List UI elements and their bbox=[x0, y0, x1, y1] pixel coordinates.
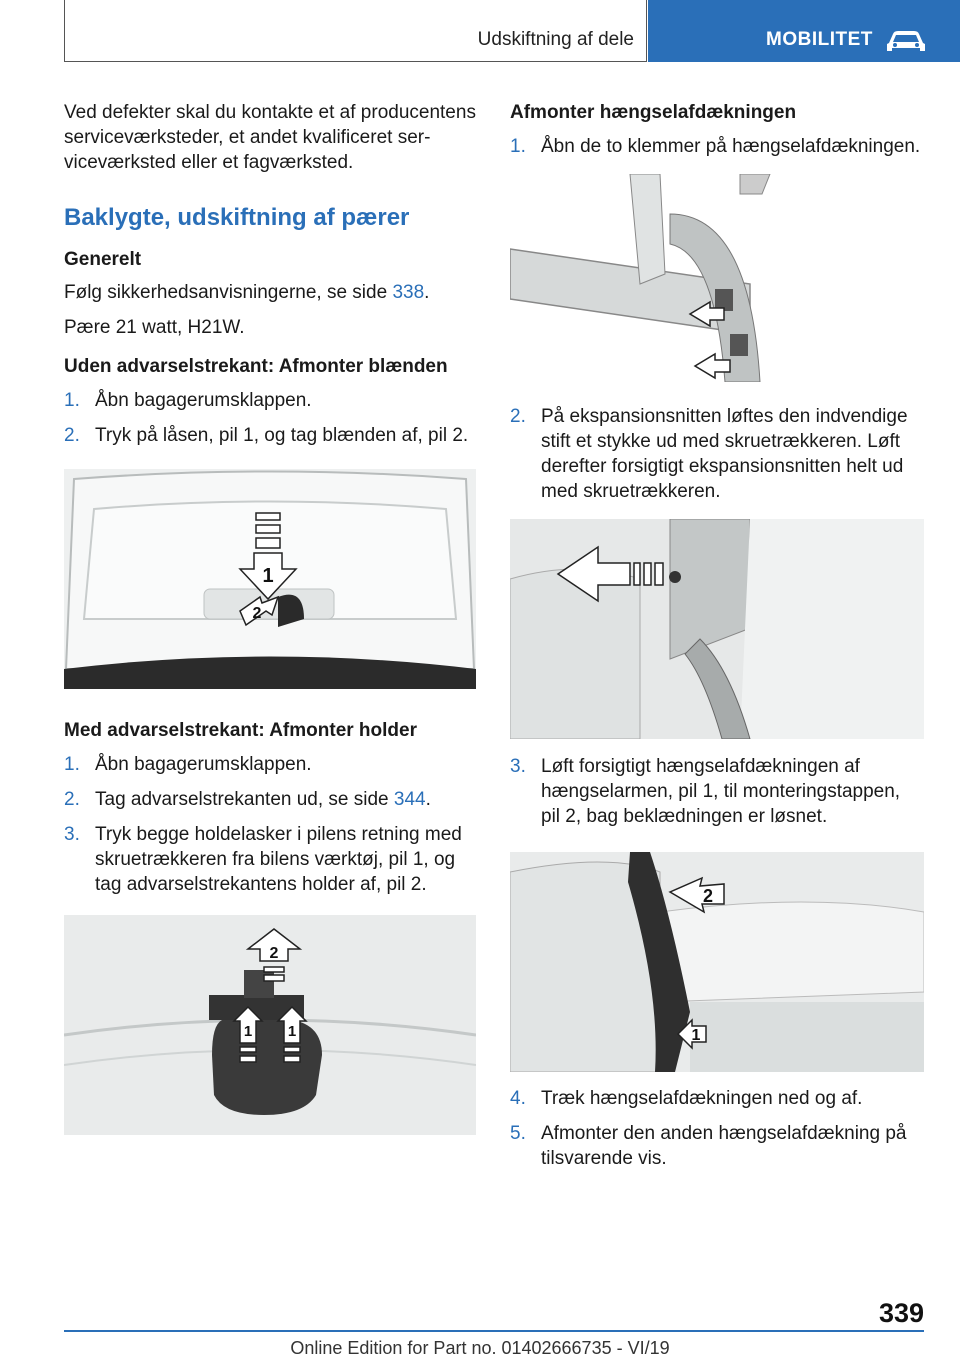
hinge-lift-illustration bbox=[510, 852, 924, 1072]
page-link-338[interactable]: 338 bbox=[392, 282, 425, 303]
header-tab-label: MOBILITET bbox=[766, 29, 873, 50]
header-title-box bbox=[64, 0, 647, 62]
hinge-steps-d bbox=[510, 1086, 924, 1171]
figure-trunk-panel bbox=[64, 469, 476, 689]
page-link-344[interactable]: 344 bbox=[393, 789, 426, 810]
hinge-clips-illustration bbox=[510, 174, 924, 382]
figure-hinge-clips bbox=[510, 174, 924, 382]
left-column bbox=[64, 100, 476, 1135]
triangle-holder-illustration bbox=[64, 915, 476, 1135]
hinge-steps-b bbox=[510, 404, 924, 504]
sub1-steps bbox=[64, 388, 476, 448]
bulb-spec-text: Pære 21 watt, H21W. bbox=[64, 317, 245, 338]
arrow-label-1: 1 bbox=[262, 565, 274, 587]
general-text: Følg sikkerhedsanvisningerne, se side 338. bbox=[64, 282, 430, 303]
hinge-cover-heading: Afmonter hængselafdækningen bbox=[510, 102, 797, 123]
list-item: 5. Afmonter den anden hængselafdækning på tilsvarende vis. bbox=[510, 1123, 907, 1169]
figure-expansion-rivet bbox=[510, 519, 924, 739]
hinge-steps-a bbox=[510, 134, 924, 159]
arrow-label-2: 2 bbox=[702, 886, 714, 906]
footer-edition: Online Edition for Part no. 01402666735 - VI/19 bbox=[290, 1338, 670, 1358]
list-item: 2. Tryk på låsen, pil 1, og tag blænden af, pil 2. bbox=[64, 425, 469, 446]
sub1-heading: Uden advarselstrekant: Afmonter blænden bbox=[64, 356, 448, 377]
header-tab-mobilitet[interactable] bbox=[648, 0, 960, 62]
list-item: 1. Åbn bagagerumsklappen. bbox=[64, 754, 312, 775]
list-item: 2. Tag advarselstrekanten ud, se side 344. bbox=[64, 789, 431, 810]
list-item: 2. På ekspansionsnitten løftes den indvendige stift et stykke ud med skruetrækkeren. Løft derefter forsigtigt ekspansionsnitten helt ud med skruetrækkeren. bbox=[510, 406, 908, 502]
arrow-label-2: 2 bbox=[252, 605, 262, 622]
arrow-label-1: 1 bbox=[691, 1027, 701, 1044]
hinge-steps-c bbox=[510, 754, 924, 829]
arrow-label-2: 2 bbox=[269, 945, 279, 962]
figure-hinge-lift bbox=[510, 852, 924, 1072]
list-item: 1. Åbn bagagerumsklappen. bbox=[64, 390, 312, 411]
list-item: 3. Løft forsigtigt hængselafdækningen af hængselarmen, pil 1, til monteringstappen, pil 2, bag beklædningen er løsnet. bbox=[510, 756, 901, 827]
arrow-label-1b: 1 bbox=[287, 1023, 297, 1040]
page-number: 339 bbox=[878, 1298, 924, 1328]
sub2-heading: Med advarselstrekant: Afmonter holder bbox=[64, 720, 417, 741]
list-item: 4. Træk hængselafdækningen ned og af. bbox=[510, 1088, 863, 1109]
footer-divider bbox=[64, 1330, 924, 1332]
intro-paragraph: Ved defekter skal du kontakte et af producentens serviceværksteder, et andet kvalificeret serviceværksted eller et fagværksted. bbox=[64, 102, 476, 173]
list-item: 1. Åbn de to klemmer på hængselafdækningen. bbox=[510, 136, 921, 157]
figure-triangle-holder bbox=[64, 915, 476, 1135]
sub2-steps bbox=[64, 752, 476, 897]
car-icon bbox=[885, 27, 927, 55]
section-title: Baklygte, udskiftning af pærer bbox=[64, 204, 410, 231]
expansion-rivet-illustration bbox=[510, 519, 924, 739]
general-heading: Generelt bbox=[64, 249, 142, 270]
arrow-label-1a: 1 bbox=[243, 1023, 253, 1040]
right-column bbox=[510, 100, 924, 1171]
header-section-title: Udskiftning af dele bbox=[477, 29, 634, 50]
list-item: 3. Tryk begge holdelasker i pilens retning med skruetrækkeren fra bilens værktøj, pil 1, og tag advarselstrekantens holder af, pil 2. bbox=[64, 824, 462, 895]
trunk-panel-illustration bbox=[64, 469, 476, 689]
